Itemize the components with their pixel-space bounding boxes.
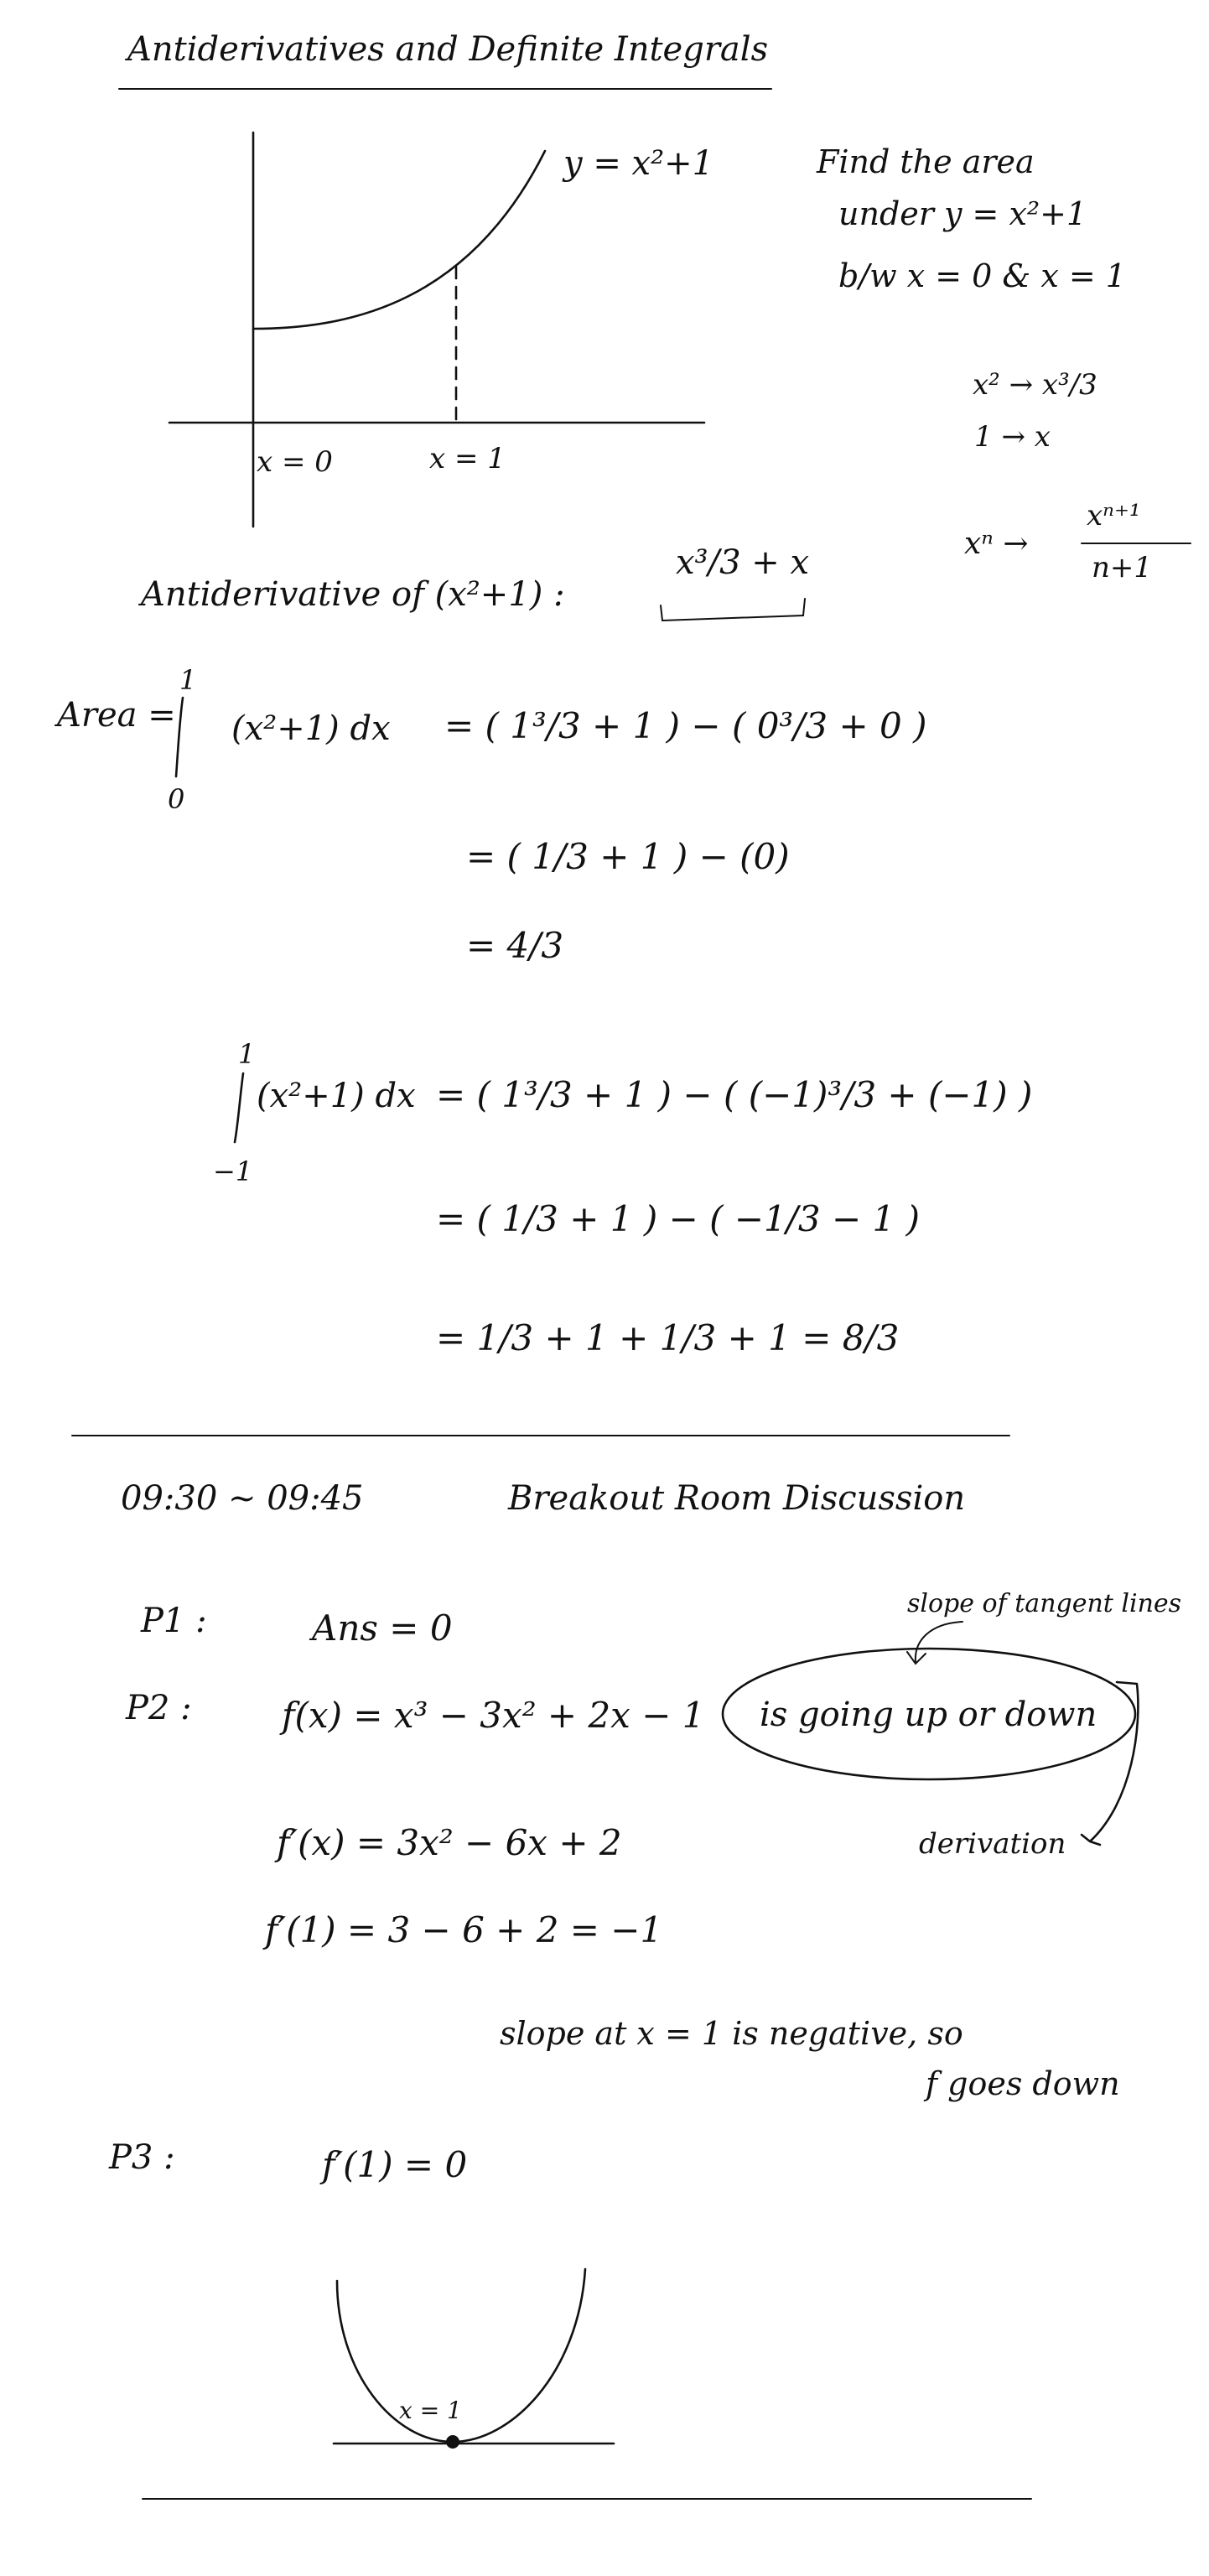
problem-line-3: b/w x = 0 & x = 1 — [838, 257, 1126, 294]
p2-evaluation: f′(1) = 3 − 6 + 2 = −1 — [265, 1909, 663, 1950]
breakout-time: 09:30 ~ 09:45 — [121, 1479, 364, 1518]
problem-line-1: Find the area — [817, 143, 1035, 180]
problem-2 — [125, 1589, 1181, 2102]
second-integrand: (x²+1) dx — [257, 1077, 416, 1115]
rule-power-numerator: xⁿ⁺¹ — [1087, 499, 1141, 532]
antiderivative-label: Antiderivative of (x²+1) : — [141, 575, 565, 614]
graph1-curve — [253, 151, 545, 329]
antiderivative-bracket — [661, 599, 805, 621]
p2-label: P2 : — [126, 1689, 192, 1727]
second-step-2: = ( 1/3 + 1 ) − ( −1/3 − 1 ) — [436, 1198, 920, 1239]
p1-answer: Ans = 0 — [312, 1607, 453, 1649]
area-label: Area = — [57, 696, 176, 735]
p3-point-label: x = 1 — [399, 2397, 462, 2424]
p3-minimum-point — [446, 2435, 459, 2449]
rule-constant: 1 → x — [974, 420, 1051, 454]
rule-power-denominator: n+1 — [1092, 551, 1153, 584]
area-lower-limit: 0 — [168, 783, 185, 815]
area-integrand: (x²+1) dx — [231, 709, 391, 748]
page-title: Antiderivatives and Definite Integrals — [127, 30, 769, 69]
curve-label: y = x²+1 — [563, 144, 714, 183]
graph-y-equals-x-squared-plus-1 — [169, 132, 713, 527]
p1-label: P1 : — [141, 1602, 207, 1640]
second-lower-limit: −1 — [213, 1156, 253, 1187]
rule-power-lhs: xⁿ → — [964, 527, 1029, 561]
problem-3 — [108, 2138, 614, 2449]
rule-x-squared: x² → x³/3 — [973, 368, 1097, 402]
second-integral-sign — [235, 1073, 243, 1142]
p2-note-side: derivation — [919, 1827, 1066, 1861]
second-step-1: = ( 1³/3 + 1 ) − ( (−1)³/3 + (−1) ) — [436, 1074, 1033, 1115]
area-step-3: = 4/3 — [466, 925, 564, 966]
area-calculation — [54, 664, 926, 966]
antiderivative-result: x³/3 + x — [676, 543, 810, 582]
p2-note-top: slope of tangent lines — [907, 1589, 1182, 1618]
area-step-1: = ( 1³/3 + 1 ) − ( 0³/3 + 0 ) — [444, 705, 927, 746]
p2-oval-text: is going up or down — [760, 1696, 1097, 1734]
x0-label: x = 0 — [257, 445, 333, 479]
area-step-2: = ( 1/3 + 1 ) − (0) — [466, 836, 790, 877]
problem-line-2: under y = x²+1 — [838, 195, 1087, 232]
p2-derivative: f′(x) = 3x² − 6x + 2 — [277, 1822, 622, 1863]
second-step-3: = 1/3 + 1 + 1/3 + 1 = 8/3 — [436, 1317, 900, 1358]
area-integral-sign — [176, 698, 183, 776]
x1-label: x = 1 — [429, 442, 506, 475]
second-upper-limit: 1 — [238, 1038, 256, 1070]
p2-conclusion-1: slope at x = 1 is negative, so — [500, 2015, 963, 2052]
p2-function: f(x) = x³ − 3x² + 2x − 1 — [282, 1695, 705, 1736]
area-upper-limit: 1 — [179, 664, 197, 696]
breakout-title: Breakout Room Discussion — [508, 1479, 966, 1518]
second-integral-calculation — [213, 1038, 1032, 1358]
p2-conclusion-2: f goes down — [926, 2065, 1120, 2102]
p3-condition: f′(1) = 0 — [322, 2144, 468, 2185]
p3-label: P3 : — [109, 2138, 175, 2177]
p2-note-arrow — [907, 1622, 963, 1664]
